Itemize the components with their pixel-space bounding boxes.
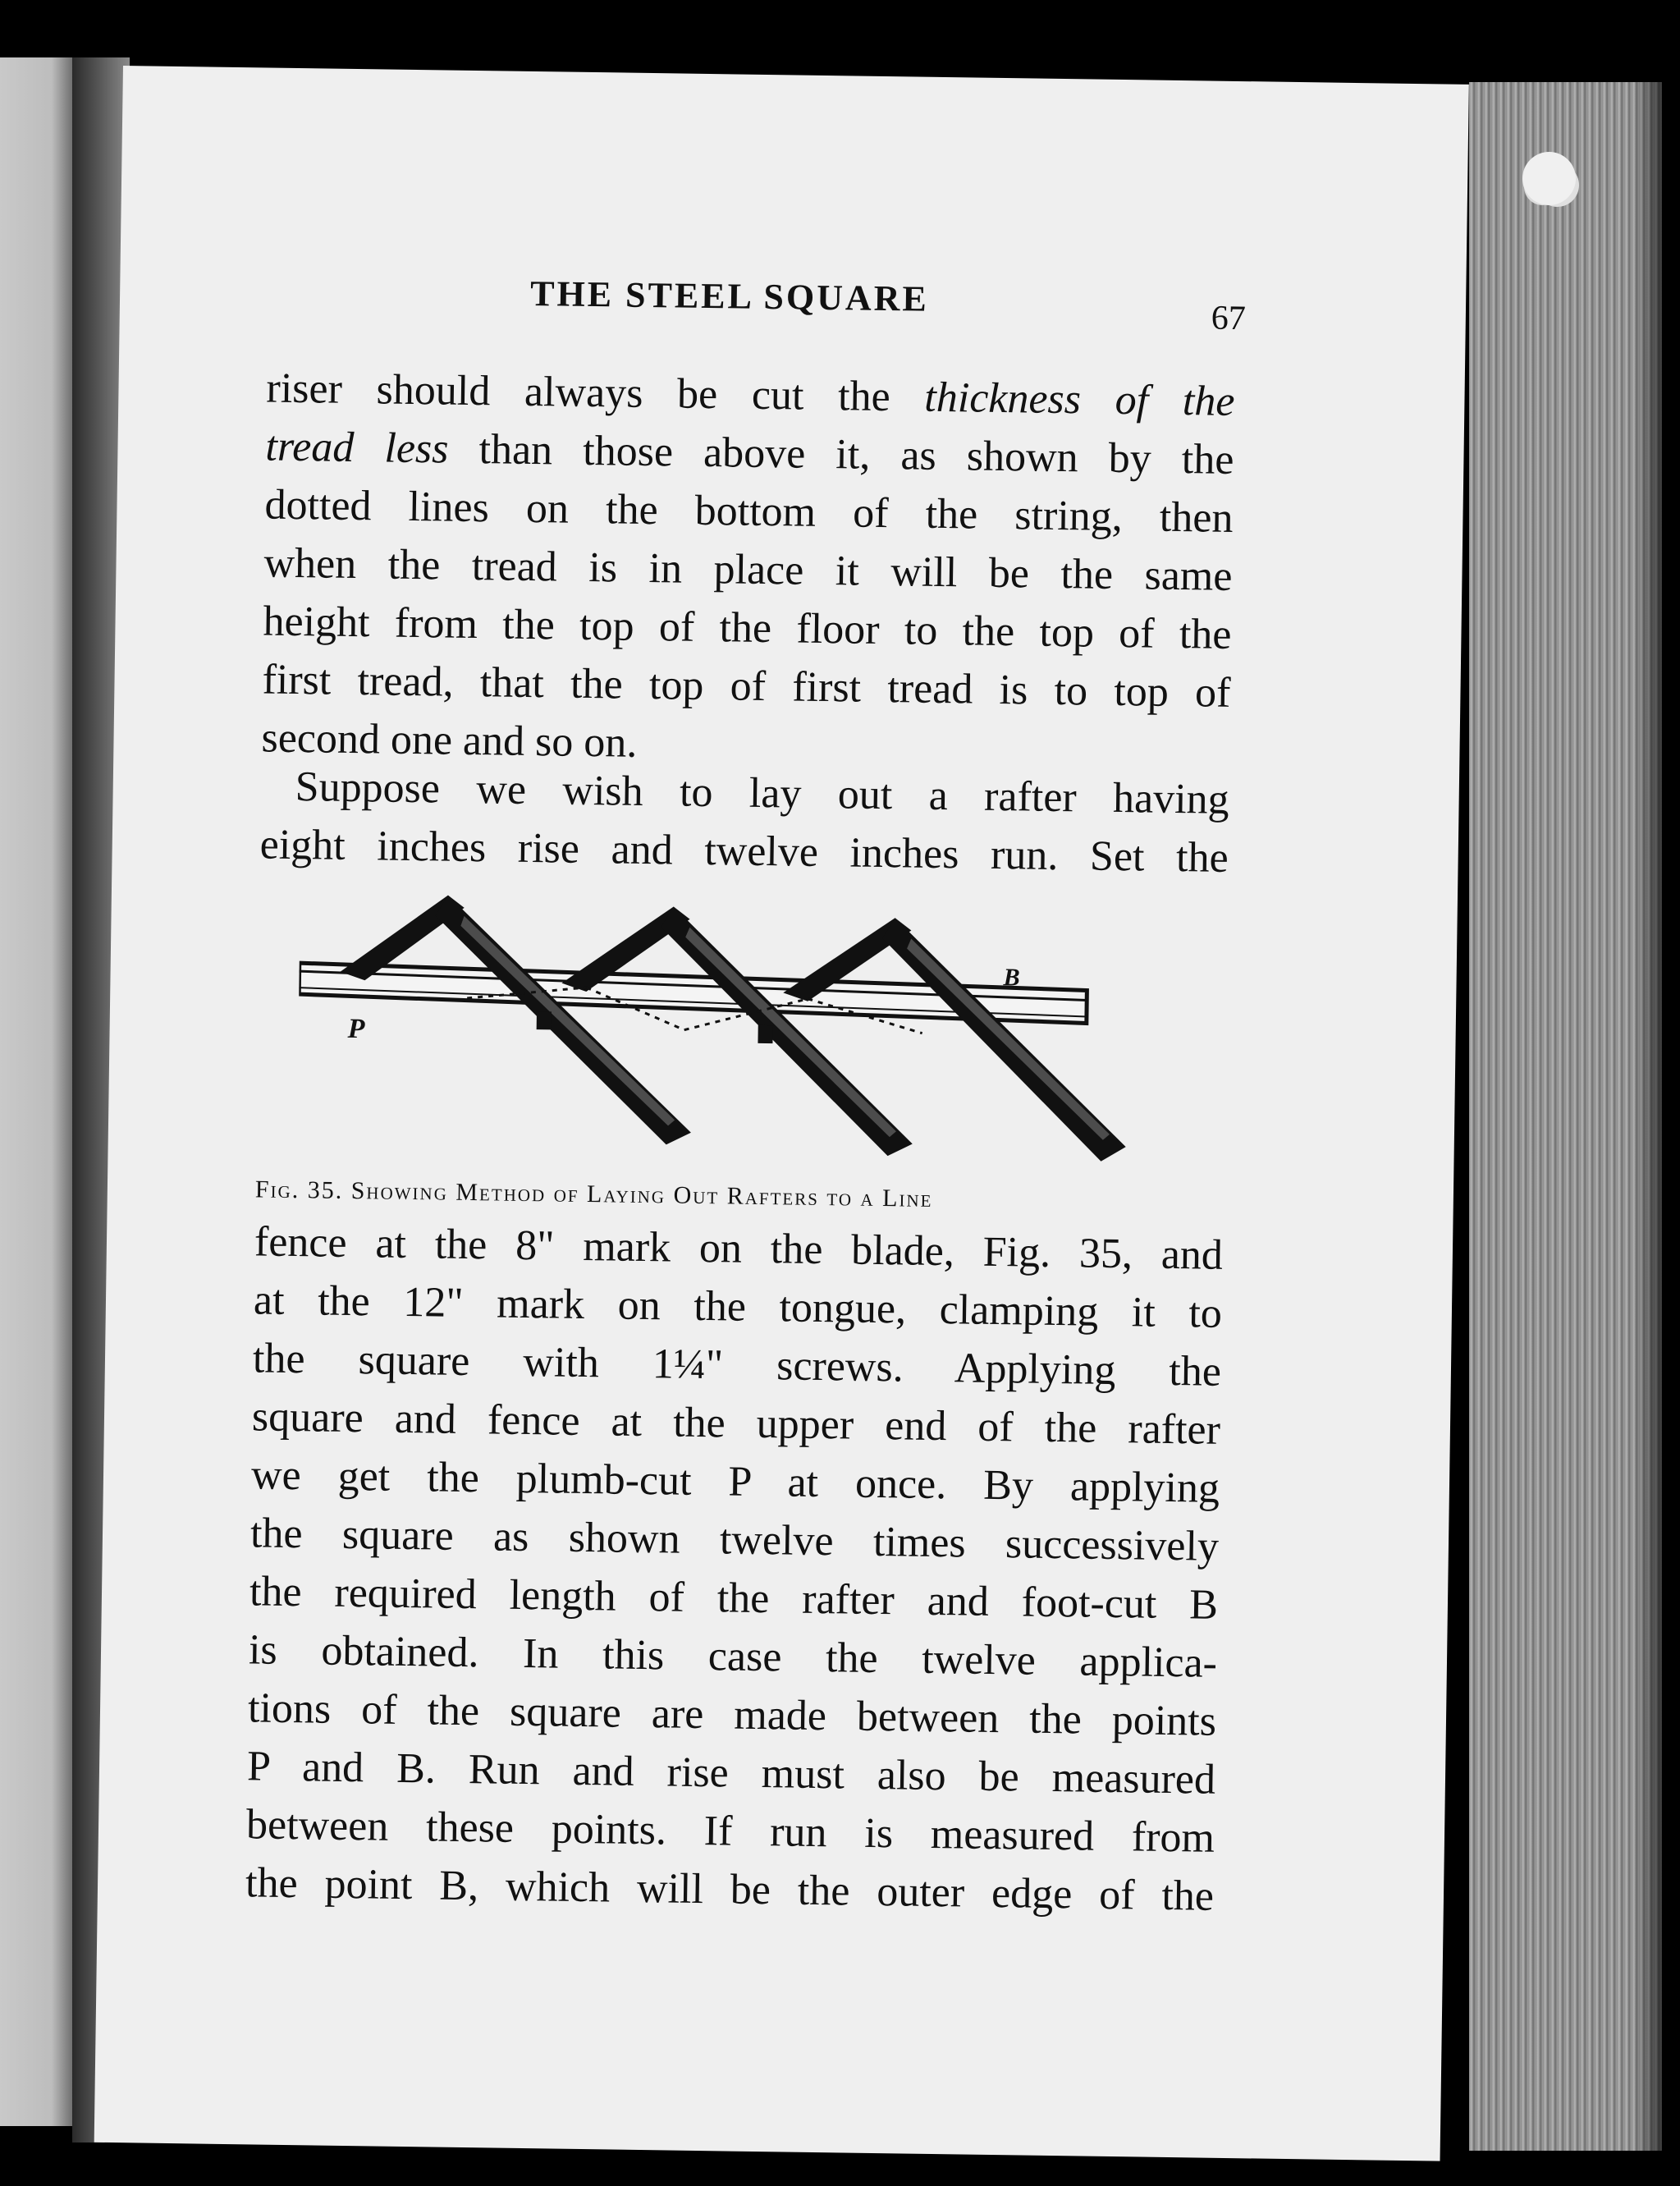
text-line: dotted lines on the bottom of the string, then bbox=[264, 481, 1234, 542]
text-line: eight inches rise and twelve inches run. Set the bbox=[259, 821, 1229, 882]
paragraph-3 bbox=[245, 1212, 1224, 1925]
text-line: at the 12" mark on the tongue, clamping it to bbox=[253, 1276, 1223, 1337]
paragraph-2 bbox=[259, 757, 1229, 887]
text-line: when the tread is in place it will be the same bbox=[263, 539, 1233, 600]
rafter-layout-figure bbox=[296, 889, 1129, 1171]
text-line: the square as shown twelve times successively bbox=[249, 1510, 1220, 1570]
text-line: tions of the square are made between the points bbox=[247, 1684, 1217, 1745]
text-line: the square with 1¼" screws. Applying the bbox=[252, 1335, 1222, 1395]
label-p: P bbox=[347, 1013, 365, 1045]
running-head: THE STEEL SQUARE bbox=[529, 273, 930, 319]
text-line: second one and so on. bbox=[261, 714, 638, 767]
edge-shadow bbox=[1633, 82, 1680, 2151]
text-line: fence at the 8" mark on the blade, Fig. 35, and bbox=[254, 1218, 1224, 1279]
text-line: Suppose we wish to lay out a rafter having bbox=[295, 763, 1230, 823]
text-line: first tread, that the top of first tread is to top of bbox=[262, 656, 1231, 717]
italic-text: tread less bbox=[265, 423, 449, 473]
text-fragment: riser should always be cut the bbox=[266, 364, 925, 421]
text-line: the point B, which will be the outer edge of the bbox=[245, 1859, 1215, 1920]
steel-square-3 bbox=[781, 916, 1129, 1162]
page-edge-mark bbox=[1522, 152, 1576, 205]
book-page bbox=[94, 66, 1469, 2161]
text-line: between these points. If run is measured from bbox=[245, 1801, 1215, 1862]
text-line: height from the top of the floor to the top of the bbox=[263, 598, 1232, 658]
text-line: the required length of the rafter and foot-cut B bbox=[249, 1568, 1219, 1629]
text-line: we get the plumb-cut P at once. By applying bbox=[250, 1451, 1220, 1512]
facing-page-edge bbox=[0, 57, 74, 2126]
text-line: is obtained. In this case the twelve applica- bbox=[248, 1626, 1218, 1687]
text-fragment: than those above it, as shown by the bbox=[448, 425, 1234, 483]
page-number: 67 bbox=[1211, 299, 1247, 338]
label-b: B bbox=[1003, 964, 1020, 992]
figure-caption: Fig. 35. Showing Method of Laying Out Rafters to a Line bbox=[254, 1175, 933, 1212]
text-line: P and B. Run and rise must also be measured bbox=[246, 1743, 1216, 1803]
paragraph-1 bbox=[261, 359, 1235, 780]
italic-text: thickness of the bbox=[924, 373, 1235, 425]
text-line: square and fence at the upper end of the rafter bbox=[251, 1393, 1221, 1454]
